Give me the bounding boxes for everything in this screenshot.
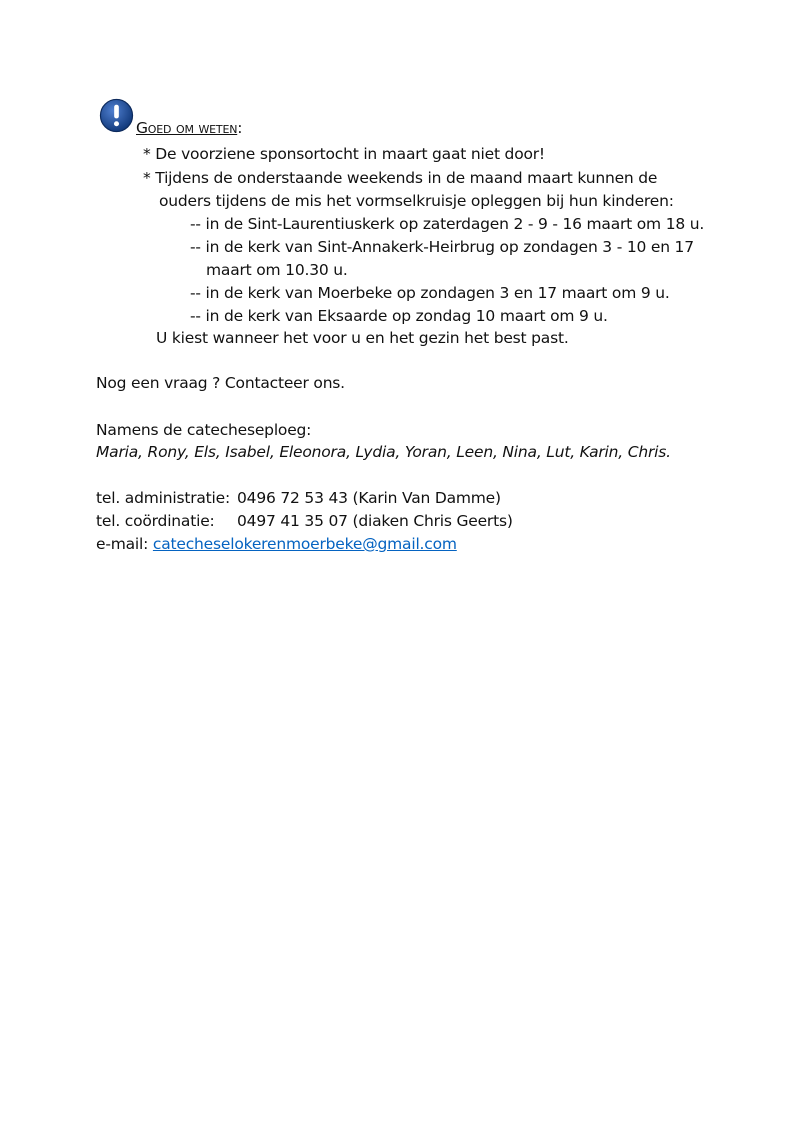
notice-heading (136, 118, 242, 138)
notice-closing: U kiest wanneer het voor u en het gezin het best past. (156, 329, 569, 347)
notice-sub-item-3: -- in de kerk van Moerbeke op zondagen 3 en 17 maart om 9 u. (190, 284, 670, 302)
notice-bullet-2-line-1: * Tijdens de onderstaande weekends in de maand maart kunnen de (143, 169, 658, 187)
team-label: Namens de catecheseploeg: (96, 421, 312, 439)
admin-phone-label: tel. administratie: (96, 489, 231, 507)
notice-sub-item-4: -- in de kerk van Eksaarde op zondag 10 maart om 9 u. (190, 307, 608, 325)
email-row (96, 534, 457, 554)
notice-sub-item-2-line-2: maart om 10.30 u. (206, 261, 348, 279)
coord-phone-label: tel. coördinatie: (96, 512, 215, 530)
notice-sub-item-1: -- in de Sint-Laurentiuskerk op zaterdagen 2 - 9 - 16 maart om 18 u. (190, 215, 705, 233)
notice-heading-colon: : (237, 119, 243, 137)
notice-heading-text: Goed om weten (136, 119, 238, 137)
email-link[interactable]: catecheselokerenmoerbeke@gmail.com (152, 535, 457, 553)
notice-sub-item-2-line-1: -- in de kerk van Sint-Annakerk-Heirbrug op zondagen 3 - 10 en 17 (190, 238, 694, 256)
admin-phone-value: 0496 72 53 43 (Karin Van Damme) (237, 489, 501, 507)
email-label: e-mail: (96, 535, 149, 553)
coord-phone-value: 0497 41 35 07 (diaken Chris Geerts) (237, 512, 513, 530)
notice-bullet-2-line-2: ouders tijdens de mis het vormselkruisje opleggen bij hun kinderen: (159, 192, 674, 210)
question-text: Nog een vraag ? Contacteer ons. (96, 374, 345, 392)
notice-bullet-1: * De voorziene sponsortocht in maart gaat niet door! (143, 145, 545, 163)
exclamation-circle-icon (99, 98, 134, 133)
team-names: Maria, Rony, Els, Isabel, Eleonora, Lydia, Yoran, Leen, Nina, Lut, Karin, Chris. (96, 443, 671, 461)
